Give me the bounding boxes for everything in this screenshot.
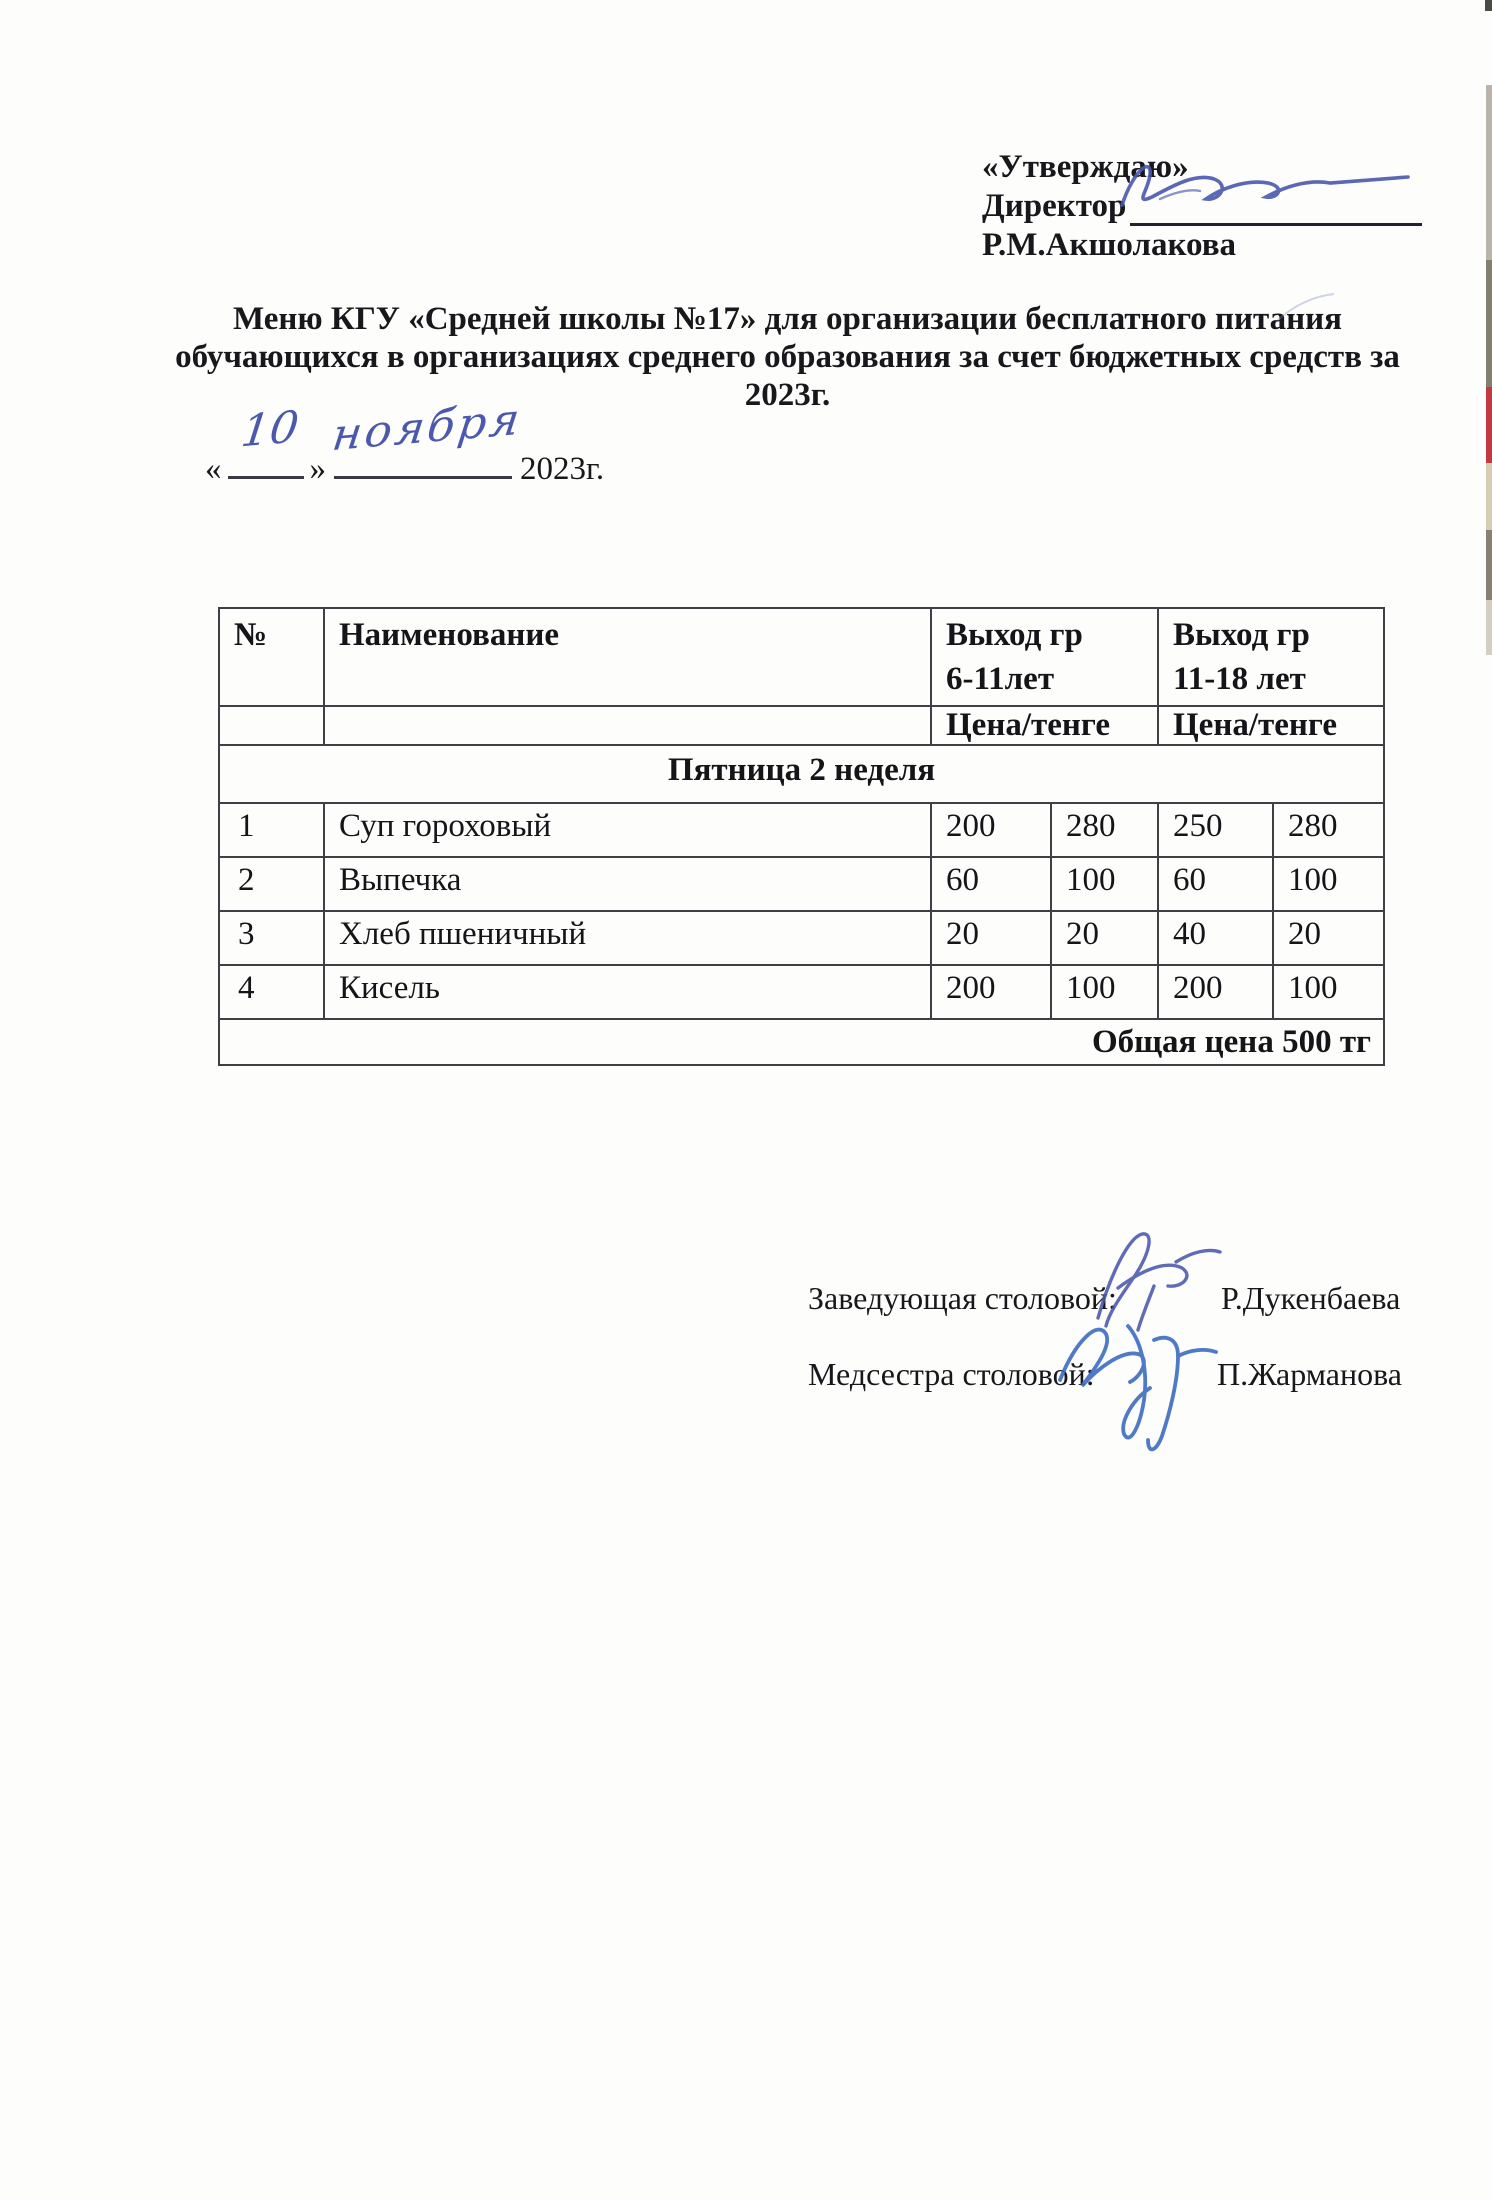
nurse-label: Медсестра столовой: [808, 1356, 1095, 1392]
total-price-label: Общая цена 500 тг [219, 1019, 1384, 1065]
header-name: Наименование [324, 608, 931, 706]
price-header-11-18: Цена/тенге [1158, 706, 1384, 745]
date-line [205, 393, 605, 488]
director-name: Р.М.Акшолакова [982, 227, 1237, 263]
scan-edge-artifact [1486, 387, 1492, 463]
title-line-2: обучающихся в организациях среднего образования за счет бюджетных средств за [175, 339, 1400, 375]
date-month-blank [329, 393, 526, 479]
scan-edge-artifact [1486, 530, 1492, 600]
header-group1-line1: Выход гр [946, 617, 1083, 653]
title-line-3: 2023г. [744, 377, 831, 413]
canteen-manager-label: Заведующая столовой: [808, 1280, 1117, 1316]
ink-smudge [1270, 288, 1340, 328]
scan-edge-artifact [1486, 260, 1492, 387]
director-signature [1108, 139, 1426, 223]
portion-11-18: 200 [1158, 965, 1273, 1019]
price-6-11: 280 [1051, 803, 1158, 857]
section-title: Пятница 2 неделя [219, 745, 1384, 803]
table-row [219, 803, 1384, 857]
director-role-label: Директор [982, 188, 1127, 224]
dish-name: Кисель [324, 965, 931, 1019]
row-number: 1 [219, 803, 324, 857]
scan-edge-artifact [1486, 85, 1492, 260]
portion-11-18: 60 [1158, 857, 1273, 911]
price-6-11: 100 [1051, 857, 1158, 911]
dish-name: Хлеб пшеничный [324, 911, 931, 965]
total-row [219, 1019, 1384, 1065]
dish-name: Суп гороховый [324, 803, 931, 857]
handwritten-day: 10 [237, 401, 302, 458]
header-group1-line2: 6-11лет [946, 661, 1055, 697]
header-no: № [219, 608, 324, 706]
table-row [219, 911, 1384, 965]
director-signature-line [1130, 189, 1422, 226]
row-number: 4 [219, 965, 324, 1019]
portion-6-11: 200 [931, 965, 1051, 1019]
approval-stamp-label: «Утверждаю» [982, 149, 1189, 185]
approval-block [982, 148, 1422, 265]
handwritten-month: ноября [329, 393, 526, 462]
dish-name: Выпечка [324, 857, 931, 911]
portion-11-18: 250 [1158, 803, 1273, 857]
header-group2-line1: Выход гр [1173, 617, 1310, 653]
date-year: 2023г. [520, 451, 605, 487]
title-line-1: Меню КГУ «Средней школы №17» для организации бесплатного питания [232, 301, 1342, 337]
portion-6-11: 20 [931, 911, 1051, 965]
canteen-manager-name: Р.Дукенбаева [1221, 1280, 1401, 1316]
date-day-blank [228, 401, 304, 479]
date-open-quote: « [205, 451, 222, 487]
scan-edge-artifact [1486, 463, 1492, 530]
scan-corner-speck [1485, 0, 1492, 11]
section-row [219, 745, 1384, 803]
price-6-11: 100 [1051, 965, 1158, 1019]
row-number: 3 [219, 911, 324, 965]
price-header-row [219, 706, 1384, 745]
portion-6-11: 60 [931, 857, 1051, 911]
price-11-18: 20 [1273, 911, 1384, 965]
scan-edge-artifact [1486, 600, 1492, 655]
nurse-name: П.Жарманова [1217, 1356, 1402, 1392]
header-group2-line2: 11-18 лет [1173, 661, 1306, 697]
price-header-6-11: Цена/тенге [931, 706, 1158, 745]
row-number: 2 [219, 857, 324, 911]
table-header-row [219, 608, 1384, 706]
portion-6-11: 200 [931, 803, 1051, 857]
price-6-11: 20 [1051, 911, 1158, 965]
header-group-11-18 [1158, 608, 1384, 706]
date-close-quote: » [309, 451, 326, 487]
price-11-18: 100 [1273, 857, 1384, 911]
menu-table [218, 607, 1385, 1066]
table-row [219, 965, 1384, 1019]
header-group-6-11 [931, 608, 1158, 706]
price-11-18: 100 [1273, 965, 1384, 1019]
table-row [219, 857, 1384, 911]
price-header-empty-2 [324, 706, 931, 745]
price-header-empty-1 [219, 706, 324, 745]
portion-11-18: 40 [1158, 911, 1273, 965]
price-11-18: 280 [1273, 803, 1384, 857]
director-line [982, 187, 1422, 226]
document-title [170, 300, 1405, 414]
